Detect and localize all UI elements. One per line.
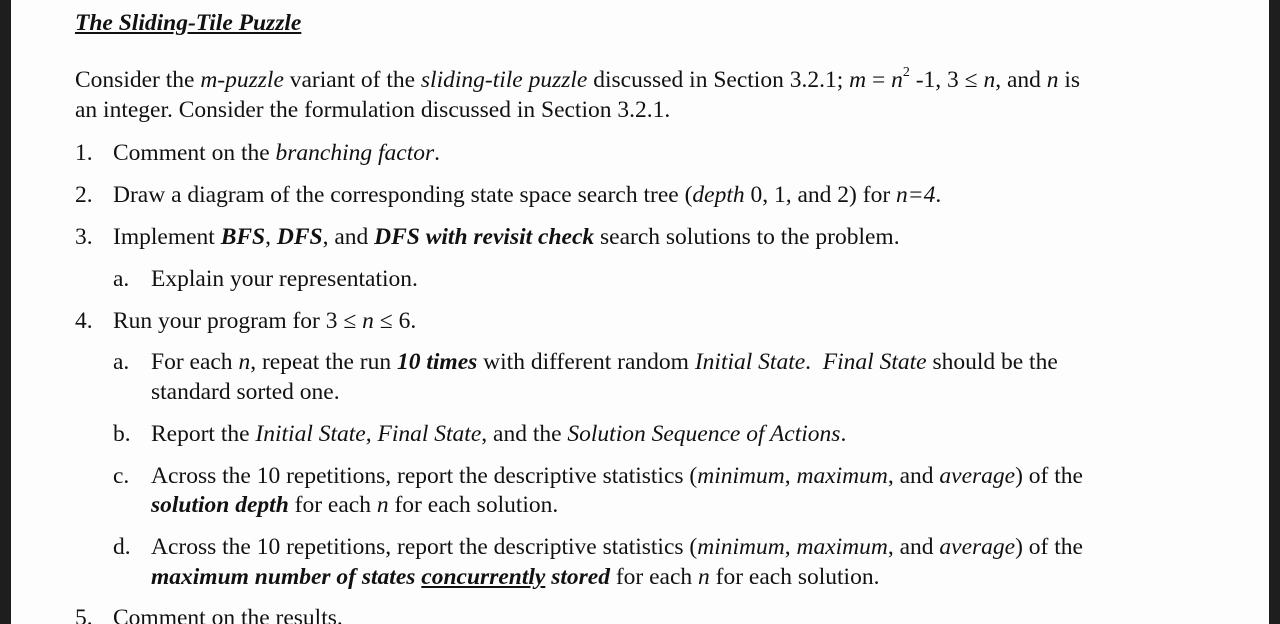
item-4d-line-1: Across the 10 repetitions, report the descriptive statistics (minimum, maximum, and average) of the bbox=[151, 534, 1083, 560]
item-4-text: Run your program for 3 ≤ n ≤ 6. bbox=[113, 308, 417, 334]
document-title: The Sliding-Tile Puzzle bbox=[75, 10, 302, 36]
document-page bbox=[11, 0, 1269, 624]
item-4a-line-1: For each n, repeat the run 10 times with different random Initial State. Final State should be the bbox=[151, 349, 1058, 375]
item-3a-text: Explain your representation. bbox=[151, 266, 418, 292]
item-1-number: 1. bbox=[75, 140, 93, 166]
item-4c-letter: c. bbox=[113, 463, 130, 489]
item-4a-line-2: standard sorted one. bbox=[151, 379, 340, 405]
item-3-text: Implement BFS, DFS, and DFS with revisit check search solutions to the problem. bbox=[113, 224, 900, 250]
item-4d-letter: d. bbox=[113, 534, 131, 560]
item-4b-text: Report the Initial State, Final State, and the Solution Sequence of Actions. bbox=[151, 421, 847, 447]
item-3-number: 3. bbox=[75, 224, 93, 250]
item-2-text: Draw a diagram of the corresponding state space search tree (depth 0, 1, and 2) for n=4. bbox=[113, 182, 942, 208]
item-4d-line-2: maximum number of states concurrently stored for each n for each solution. bbox=[151, 564, 880, 590]
item-4c-line-2: solution depth for each n for each solution. bbox=[151, 492, 559, 518]
item-5-text: Comment on the results. bbox=[113, 605, 343, 624]
item-4c-line-1: Across the 10 repetitions, report the descriptive statistics (minimum, maximum, and average) of the bbox=[151, 463, 1083, 489]
item-2-number: 2. bbox=[75, 182, 93, 208]
intro-line-1: Consider the m-puzzle variant of the sliding-tile puzzle discussed in Section 3.2.1; $m = n^2$ -1, 3 ≤ n, and n is bbox=[75, 65, 1081, 93]
item-4a-letter: a. bbox=[113, 349, 130, 375]
item-3a-letter: a. bbox=[113, 266, 130, 292]
item-4-number: 4. bbox=[75, 308, 93, 334]
item-5-number: 5. bbox=[75, 605, 93, 624]
item-1-text: Comment on the branching factor. bbox=[113, 140, 441, 166]
item-4b-letter: b. bbox=[113, 421, 131, 447]
intro-line-2: an integer. Consider the formulation discussed in Section 3.2.1. bbox=[75, 97, 671, 123]
